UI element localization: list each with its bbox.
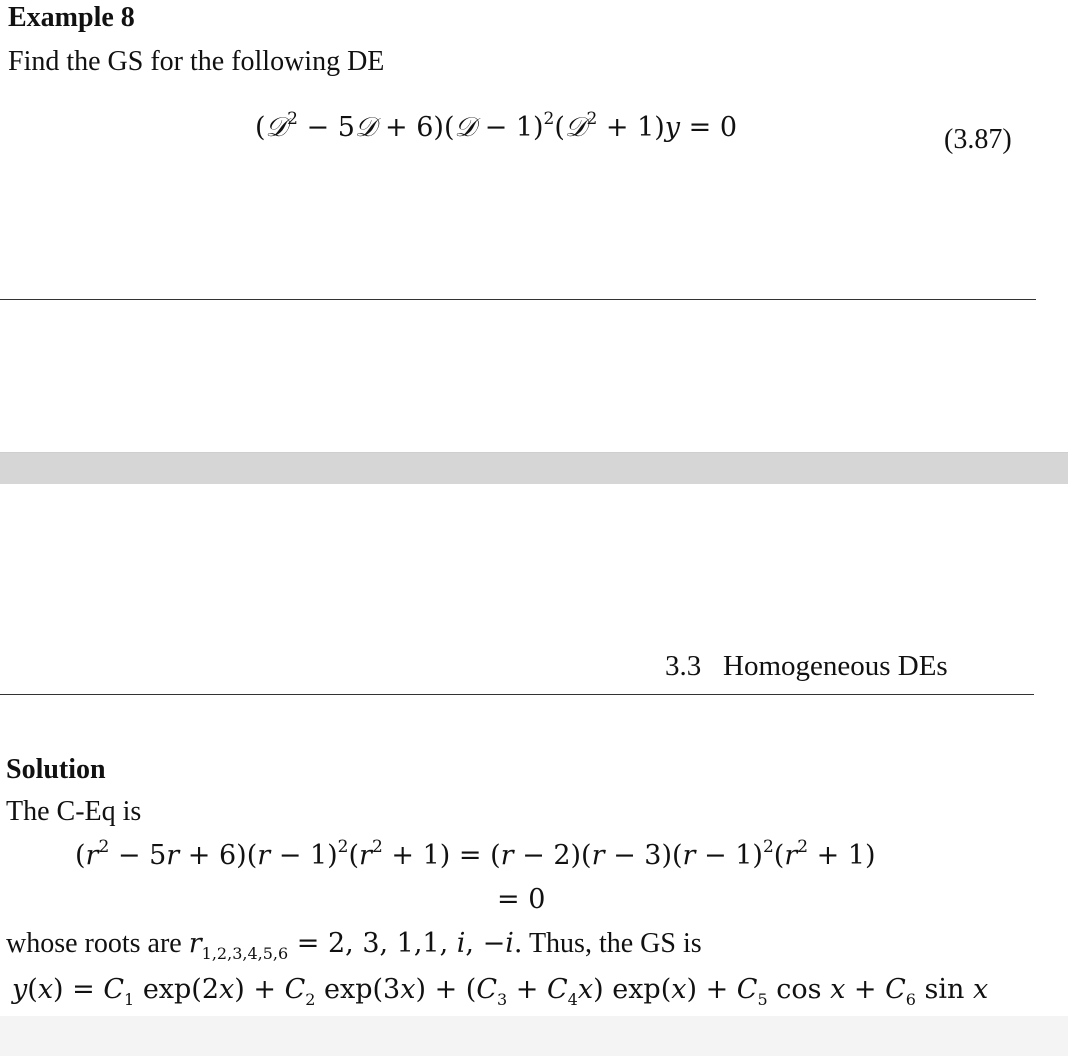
page-separator <box>0 452 1068 484</box>
page-bottom-rule <box>0 299 1036 300</box>
general-solution: $y(x) = C_1$ $\exp(2x) + C_2$ $\exp(3x) + (C_3 + C_4x) \exp(x) + C_5$ $\cos x + C_6$ sin x <box>12 974 989 1009</box>
header-rule <box>0 694 1034 695</box>
example-title: Example 8 <box>8 2 135 33</box>
section-number: 3.3 <box>665 650 702 682</box>
roots-text-after: Thus, the GS is <box>528 928 702 959</box>
running-header <box>665 650 948 683</box>
characteristic-equation: $(r^2 - 5r + 6)(r - 1)^2(r^2 + 1) = (r - 2)(r - 3)(r - 1)^2(r^2 + 1)$ <box>75 837 876 871</box>
section-title: Homogeneous DEs <box>723 650 948 682</box>
characteristic-equation-rhs: = 0 <box>497 884 546 915</box>
solution-title: Solution <box>6 754 106 785</box>
differential-equation: (𝒟$^2$ − 5𝒟 + 6)(𝒟 − 1)$^2$(𝒟$^2$ + 1)y = 0 <box>255 109 738 143</box>
roots-line <box>6 928 702 963</box>
roots-math: $r_{1,2,3,4,5,6} = 2$, 3, 1,1, i, −i. <box>188 928 523 963</box>
bottom-band <box>0 1016 1068 1056</box>
solution-intro: The C-Eq is <box>6 796 142 827</box>
equation-number: (3.87) <box>944 124 1012 155</box>
roots-values: = 2, 3, 1,1, <box>296 928 457 959</box>
example-prompt: Find the GS for the following DE <box>8 46 385 77</box>
roots-text-before: whose roots are <box>6 928 182 959</box>
